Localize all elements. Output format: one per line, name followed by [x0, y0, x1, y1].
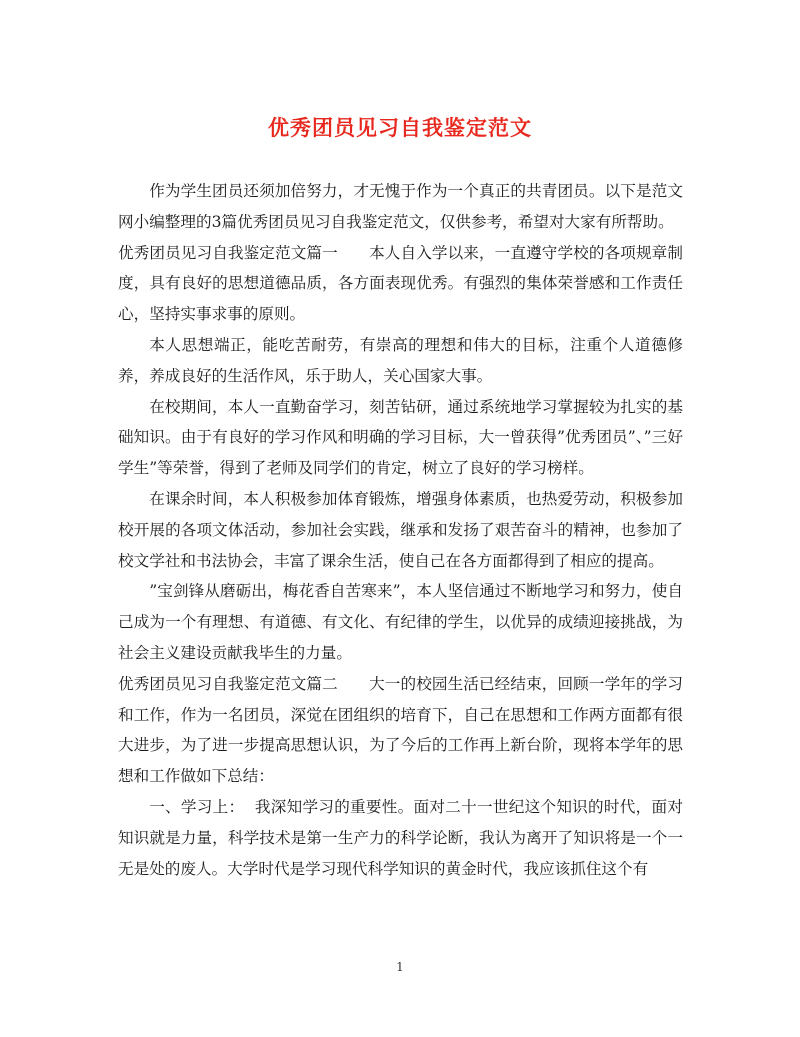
page-number: 1: [396, 960, 404, 974]
document-title: 优秀团员见习自我鉴定范文: [268, 116, 532, 140]
section-two-paragraph: [118, 669, 683, 792]
section-one-text: 本人自入学以来，一直遵守学校的各项规章制度，具有良好的思想道德品质，各方面表现优秀。有强烈的集体荣誉感和工作责任心，坚持实事求事的原则。: [118, 243, 683, 324]
body-paragraph: 在课余时间，本人积极参加体育锻炼，增强身体素质，也热爱劳动，积极参加校开展的各项文体活动，参加社会实践，继承和发扬了艰苦奋斗的精神，也参加了校文学社和书法协会，丰富了课余生活，使自己在各方面都得到了相应的提高。: [118, 489, 683, 570]
study-paragraph: [118, 792, 683, 884]
section-heading-two: 优秀团员见习自我鉴定范文篇二: [118, 674, 338, 693]
body-paragraph: 在校期间，本人一直勤奋学习，刻苦钻研，通过系统地学习掌握较为扎实的基础知识。由于有良好的学习作风和明确的学习目标，大一曾获得”优秀团员”、”三好学生”等荣誉，得到了老师及同学们的肯定，树立了良好的学习榜样。: [118, 397, 683, 478]
section-one-paragraph: [118, 238, 683, 330]
intro-paragraph: 作为学生团员还须加倍努力，才无愧于作为一个真正的共青团员。以下是范文网小编整理的3篇优秀团员见习自我鉴定范文，仅供参考，希望对大家有所帮助。: [118, 182, 683, 231]
body-paragraph: 本人思想端正，能吃苦耐劳，有崇高的理想和伟大的目标，注重个人道德修养，养成良好的生活作风，乐于助人，关心国家大事。: [118, 335, 683, 385]
section-heading-one: 优秀团员见习自我鉴定范文篇一: [118, 243, 338, 262]
body-paragraph: ”宝剑锋从磨砺出，梅花香自苦寒来”，本人坚信通过不断地学习和努力，使自己成为一个有理想、有道德、有文化、有纪律的学生，以优异的成绩迎接挑战，为社会主义建设贡献我毕生的力量。: [118, 582, 683, 662]
section-two-text: 大一的校园生活已经结束，回顾一学年的学习和工作，作为一名团员，深觉在团组织的培育下，自己在思想和工作两方面都有很大进步，为了进一步提高思想认识，为了今后的工作再上新台阶，现将本学年的思想和工作做如下总结：: [118, 674, 683, 786]
subheading-study: 一、学习上：: [149, 797, 245, 816]
study-text: 我深知学习的重要性。面对二十一世纪这个知识的时代，面对知识就是力量，科学技术是第一生产力的科学论断，我认为离开了知识将是一个一无是处的废人。大学时代是学习现代科学知识的黄金时代，我应该抓住这个有: [118, 797, 683, 878]
document-body: [118, 176, 683, 884]
